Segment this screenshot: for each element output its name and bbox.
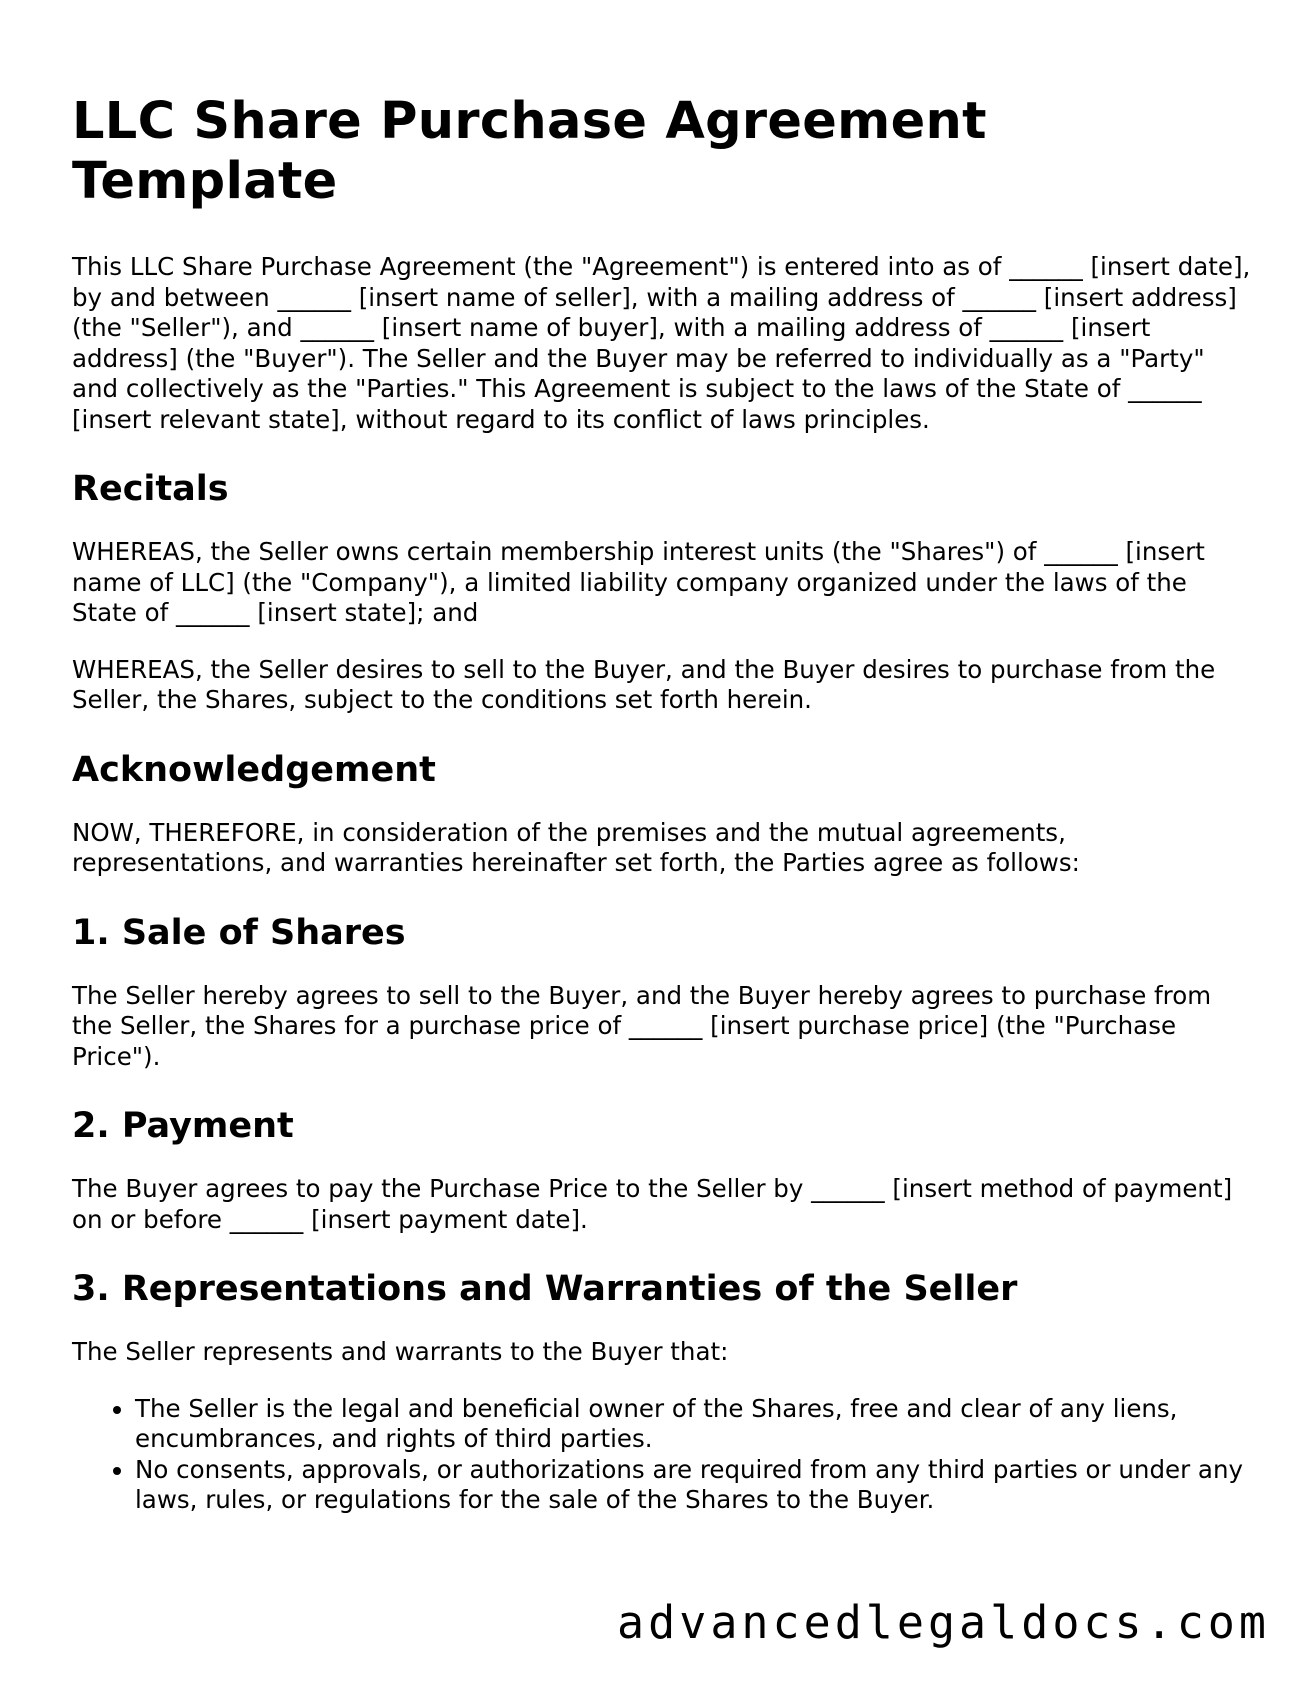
acknowledgement-heading: Acknowledgement	[72, 749, 436, 790]
section-3-bullet-list	[72, 1394, 1252, 1516]
list-item: • The Seller is the legal and beneficial owner of the Shares, free and clear of any liens, encumbrances, and rights of third parties.	[135, 1394, 1252, 1455]
watermark: advancedlegaldocs.com	[617, 1596, 1270, 1649]
section-2-paragraph: The Buyer agrees to pay the Purchase Price to the Seller by ______ [insert method of payment] on or before ______ [insert payment date].	[72, 1174, 1233, 1234]
recital-paragraph-1: WHEREAS, the Seller owns certain membership interest units (the "Shares") of ______ [insert name of LLC] (the "Company"), a limited liability company organized under the laws of the State of ______ [insert state]; and	[72, 537, 1205, 627]
intro-paragraph: This LLC Share Purchase Agreement (the "Agreement") is entered into as of ______ [insert date], by and between ______ [insert name of seller], with a mailing address of ______ [insert address] (the "Seller"), and ______ [insert name of buyer], with a mailing address of ______ [insert address] (the "Buyer"). The Seller and the Buyer may be referred to individually as a "Party" and collectively as the "Parties." This Agreement is subject to the laws of the State of ______ [insert relevant state], without regard to its conflict of laws principles.	[72, 252, 1251, 434]
document-page	[72, 92, 1252, 1516]
document-title: LLC Share Purchase Agreement Template	[72, 92, 987, 211]
section-1-heading: 1. Sale of Shares	[72, 912, 406, 953]
list-item: • No consents, approvals, or authorizations are required from any third parties or under any laws, rules, or regulations for the sale of the Shares to the Buyer.	[135, 1455, 1252, 1516]
acknowledgement-paragraph: NOW, THEREFORE, in consideration of the premises and the mutual agreements, representations, and warranties hereinafter set forth, the Parties agree as follows:	[72, 817, 1080, 877]
recitals-heading: Recitals	[72, 469, 229, 509]
recital-paragraph-2: WHEREAS, the Seller desires to sell to the Buyer, and the Buyer desires to purchase from the Seller, the Shares, subject to the conditions set forth herein.	[72, 654, 1216, 714]
section-1-paragraph: The Seller hereby agrees to sell to the Buyer, and the Buyer hereby agrees to purchase from the Seller, the Shares for a purchase price of ______ [insert purchase price] (the "Purchase Price").	[72, 980, 1212, 1071]
section-2-heading: 2. Payment	[72, 1106, 294, 1146]
section-3-paragraph: The Seller represents and warrants to the Buyer that:	[72, 1337, 729, 1366]
section-3-heading: 3. Representations and Warranties of the Seller	[72, 1269, 1018, 1309]
